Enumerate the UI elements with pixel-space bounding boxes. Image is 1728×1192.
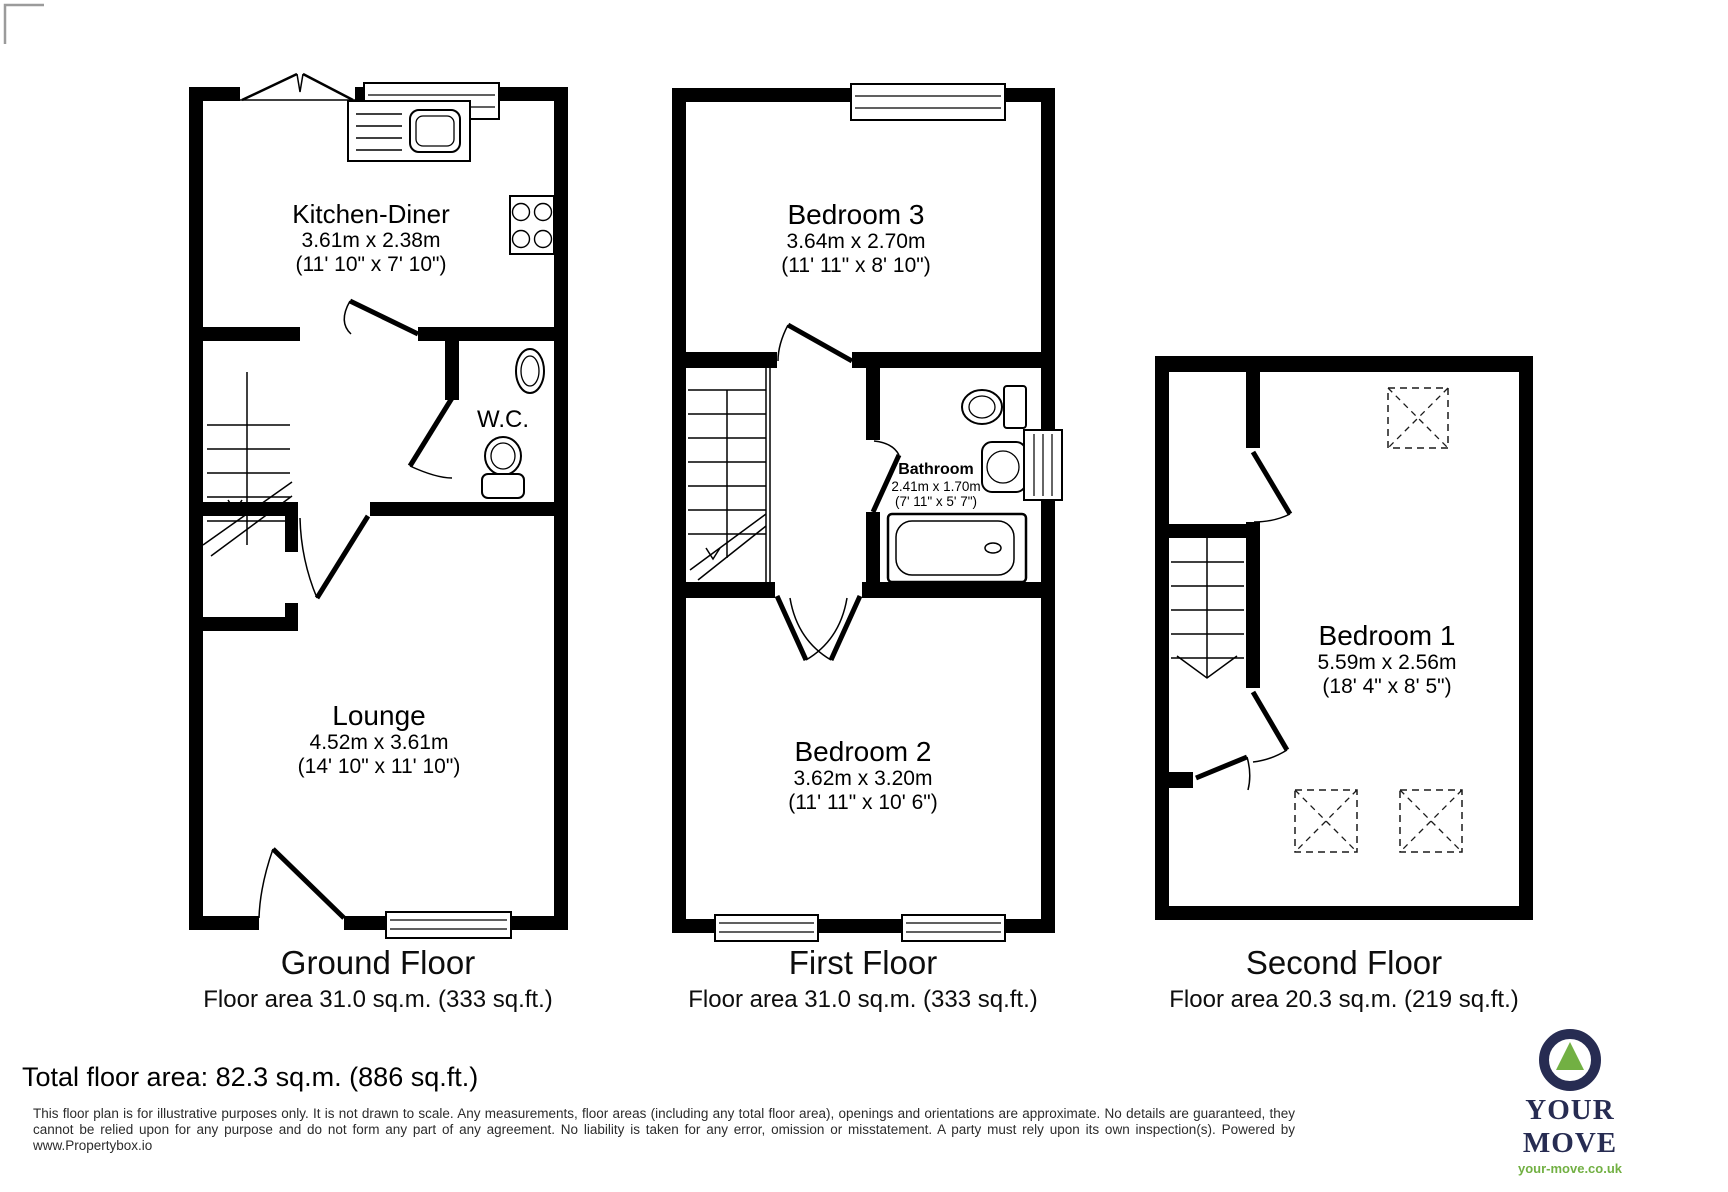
window-icon — [851, 84, 1005, 120]
bedroom2-label — [788, 736, 937, 814]
door-swing-icon — [1253, 452, 1290, 522]
room-title: Kitchen-Diner — [292, 199, 450, 229]
skylight-marker-icon — [1400, 790, 1462, 852]
logo-brand-text: YOUR MOVE — [1522, 1094, 1618, 1159]
bedroom1-label — [1318, 620, 1457, 698]
skylight-marker-icon — [1295, 790, 1357, 852]
door-swing-icon — [259, 849, 344, 918]
stairs-icon — [1171, 538, 1244, 678]
bedroom3-label — [781, 199, 930, 277]
your-move-logo — [1482, 1028, 1658, 1176]
lounge-label — [298, 700, 461, 778]
second-floor-area: Floor area 20.3 sq.m. (219 sq.ft.) — [1169, 986, 1519, 1013]
room-metric: 3.62m x 3.20m — [793, 767, 933, 791]
room-imperial: (11' 10" x 7' 10") — [295, 252, 447, 276]
basin-icon — [982, 442, 1026, 492]
second-floor-title: Second Floor — [1245, 944, 1443, 981]
skylight-marker-icon — [1388, 388, 1448, 448]
toilet-icon — [962, 386, 1026, 428]
door-swing-icon — [1196, 692, 1287, 790]
hob-icon — [510, 196, 554, 254]
first-floor-area: Floor area 31.0 sq.m. (333 sq.ft.) — [688, 986, 1038, 1013]
sink-unit-icon — [348, 101, 470, 161]
room-imperial: (7' 11" x 5' 7") — [894, 494, 978, 510]
room-metric: 5.59m x 2.56m — [1317, 651, 1457, 675]
room-imperial: (18' 4" x 8' 5") — [1322, 674, 1452, 698]
first-floor-title: First Floor — [788, 944, 938, 981]
basin-icon — [516, 349, 544, 393]
room-title: Bedroom 1 — [1318, 620, 1456, 651]
door-swing-icon — [410, 398, 452, 478]
door-swing-icon — [777, 596, 860, 660]
room-title: Bathroom — [898, 461, 974, 478]
your-move-logo-icon — [1538, 1028, 1602, 1092]
room-imperial: (11' 11" x 10' 6") — [788, 790, 938, 814]
room-metric: 3.64m x 2.70m — [786, 230, 926, 254]
total-floor-area: Total floor area: 82.3 sq.m. (886 sq.ft.) — [22, 1062, 479, 1092]
room-imperial: (14' 10" x 11' 10") — [297, 754, 461, 778]
bathtub-icon — [888, 514, 1026, 582]
logo-website-text: your-move.co.uk — [1517, 1161, 1623, 1176]
bathroom-label — [891, 461, 980, 509]
disclaimer-text: This floor plan is for illustrative purposes only. It is not drawn to scale. Any measurements, floor areas (including any total floor area), openings and orientations are approximate. No details are guaranteed, they cannot be relied upon for any purpose and do not form any part of any agreement. No liability is taken for any error, omission or misstatement. A party must rely upon its own inspection(s). Powered by www.Propertybox.io — [33, 1106, 1295, 1153]
toilet-icon — [482, 437, 524, 498]
stairs-icon — [203, 372, 292, 556]
window-icon — [715, 915, 818, 941]
room-title: Bedroom 2 — [794, 736, 932, 767]
ground-floor-area: Floor area 31.0 sq.m. (333 sq.ft.) — [203, 986, 553, 1013]
casement-window-icon — [240, 74, 355, 100]
door-swing-icon — [300, 516, 368, 598]
ground-floor-title: Ground Floor — [280, 944, 476, 981]
room-imperial: (11' 11" x 8' 10") — [781, 253, 931, 277]
kitchen-diner-label — [292, 200, 450, 276]
room-title: Lounge — [332, 700, 426, 731]
door-swing-icon — [344, 301, 418, 334]
wc-label: W.C. — [477, 406, 529, 433]
room-metric: 2.41m x 1.70m — [891, 478, 981, 494]
room-metric: 3.61m x 2.38m — [301, 229, 441, 253]
door-swing-icon — [778, 325, 852, 361]
room-title: Bedroom 3 — [787, 199, 925, 230]
stairs-icon — [688, 368, 770, 582]
window-icon — [902, 915, 1005, 941]
room-metric: 4.52m x 3.61m — [309, 731, 449, 755]
window-icon — [386, 912, 511, 938]
radiator-icon — [1024, 430, 1062, 500]
corner-crop-mark-icon — [5, 5, 44, 44]
